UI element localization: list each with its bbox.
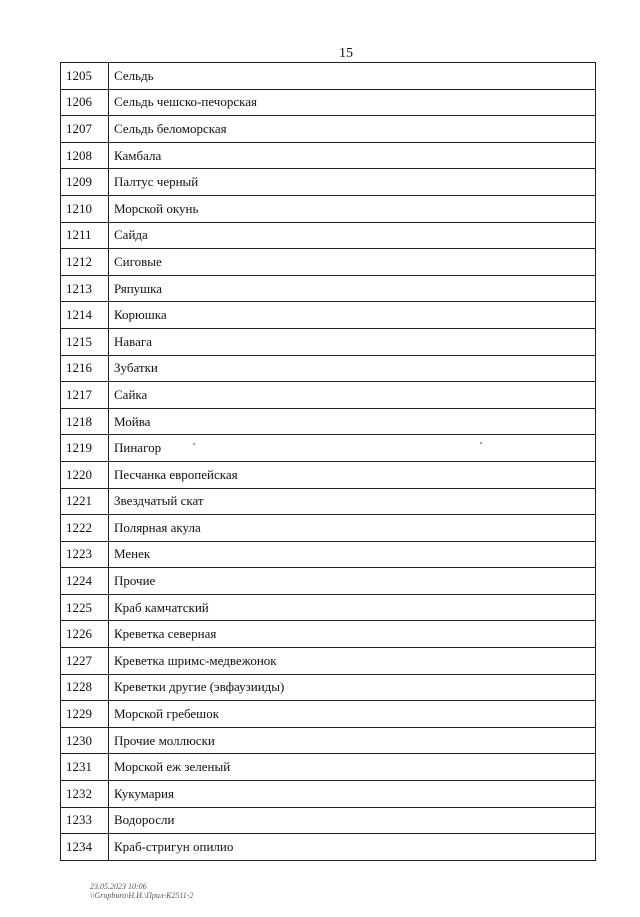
row-code: 1208: [61, 142, 109, 169]
row-name: Кукумария: [109, 781, 596, 808]
row-code: 1234: [61, 834, 109, 861]
row-code: 1226: [61, 621, 109, 648]
table-row: [61, 382, 596, 409]
table-row: [61, 142, 596, 169]
table-row: [61, 781, 596, 808]
row-code: 1212: [61, 249, 109, 276]
row-name: Песчанка европейская: [109, 461, 596, 488]
row-code: 1207: [61, 116, 109, 143]
row-name: Ряпушка: [109, 275, 596, 302]
scan-speck: [480, 442, 482, 444]
table-row: [61, 541, 596, 568]
row-code: 1230: [61, 727, 109, 754]
table-row: [61, 195, 596, 222]
table-row: [61, 594, 596, 621]
footer-stamp: [90, 882, 193, 900]
row-code: 1231: [61, 754, 109, 781]
row-name: Корюшка: [109, 302, 596, 329]
table-row: [61, 807, 596, 834]
table-row: [61, 568, 596, 595]
table-row: [61, 648, 596, 675]
table-row: [61, 249, 596, 276]
footer-date: 23.05.2023 10:06: [90, 882, 147, 891]
row-code: 1213: [61, 275, 109, 302]
table-row: [61, 834, 596, 861]
row-code: 1214: [61, 302, 109, 329]
row-name: Креветки другие (эвфаузииды): [109, 674, 596, 701]
row-name: Камбала: [109, 142, 596, 169]
row-code: 1228: [61, 674, 109, 701]
table-row: [61, 435, 596, 462]
row-name: Сельдь беломорская: [109, 116, 596, 143]
row-code: 1218: [61, 408, 109, 435]
table-row: [61, 621, 596, 648]
row-code: 1216: [61, 355, 109, 382]
row-code: 1219: [61, 435, 109, 462]
row-name: Полярная акула: [109, 515, 596, 542]
table-row: [61, 701, 596, 728]
row-name: Навага: [109, 328, 596, 355]
footer-path: \\Grupburo\Н.И.\Прил-К2511-2: [90, 891, 194, 900]
row-code: 1221: [61, 488, 109, 515]
row-name: Сайка: [109, 382, 596, 409]
table-row: [61, 754, 596, 781]
row-code: 1211: [61, 222, 109, 249]
table-row: [61, 116, 596, 143]
row-code: 1209: [61, 169, 109, 196]
table-row: [61, 275, 596, 302]
row-code: 1223: [61, 541, 109, 568]
row-code: 1205: [61, 63, 109, 90]
row-name: Пинагор: [109, 435, 596, 462]
row-name: Краб камчатский: [109, 594, 596, 621]
row-name: Морской окунь: [109, 195, 596, 222]
row-name: Водоросли: [109, 807, 596, 834]
row-code: 1217: [61, 382, 109, 409]
page-number: 15: [339, 46, 353, 61]
row-name: Палтус черный: [109, 169, 596, 196]
codes-table: [60, 62, 596, 861]
row-name: Менек: [109, 541, 596, 568]
table-row: [61, 328, 596, 355]
row-code: 1232: [61, 781, 109, 808]
row-name: Сельдь: [109, 63, 596, 90]
row-code: 1224: [61, 568, 109, 595]
codes-table-body: [61, 63, 596, 861]
row-code: 1215: [61, 328, 109, 355]
row-name: Краб-стригун опилио: [109, 834, 596, 861]
table-row: [61, 727, 596, 754]
row-code: 1220: [61, 461, 109, 488]
row-name: Сайда: [109, 222, 596, 249]
row-name: Прочие моллюски: [109, 727, 596, 754]
row-name: Креветка шримс-медвежонок: [109, 648, 596, 675]
row-code: 1222: [61, 515, 109, 542]
row-name: Мойва: [109, 408, 596, 435]
table-row: [61, 355, 596, 382]
row-code: 1233: [61, 807, 109, 834]
row-code: 1210: [61, 195, 109, 222]
row-name: Сельдь чешско-печорская: [109, 89, 596, 116]
row-name: Зубатки: [109, 355, 596, 382]
row-code: 1225: [61, 594, 109, 621]
table-row: [61, 222, 596, 249]
table-row: [61, 302, 596, 329]
row-code: 1206: [61, 89, 109, 116]
table-row: [61, 89, 596, 116]
table-row: [61, 63, 596, 90]
table-row: [61, 674, 596, 701]
table-row: [61, 408, 596, 435]
row-code: 1227: [61, 648, 109, 675]
row-name: Сиговые: [109, 249, 596, 276]
scan-speck: [193, 443, 195, 445]
table-row: [61, 515, 596, 542]
table-row: [61, 488, 596, 515]
row-name: Звездчатый скат: [109, 488, 596, 515]
row-name: Креветка северная: [109, 621, 596, 648]
row-name: Морской гребешок: [109, 701, 596, 728]
row-name: Морской еж зеленый: [109, 754, 596, 781]
table-row: [61, 461, 596, 488]
row-name: Прочие: [109, 568, 596, 595]
row-code: 1229: [61, 701, 109, 728]
table-row: [61, 169, 596, 196]
